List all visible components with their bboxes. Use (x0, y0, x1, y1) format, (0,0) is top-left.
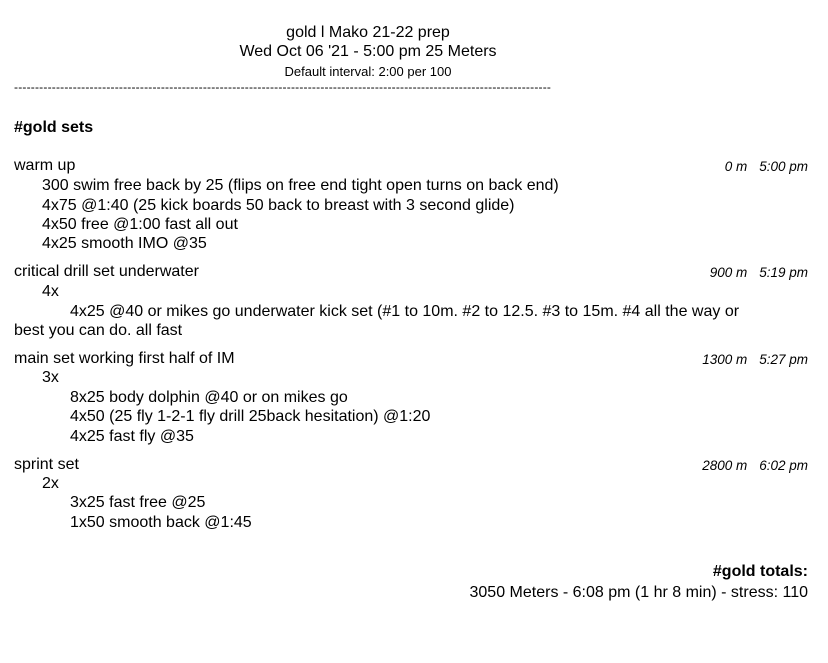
set-line: 4x25 smooth IMO @35 (42, 235, 207, 252)
set-repeat: 3x (42, 369, 59, 386)
set-meta (710, 265, 808, 280)
set-line: 1x50 smooth back @1:45 (70, 514, 252, 531)
set-line: best you can do. all fast (14, 322, 183, 339)
set-line: 8x25 body dolphin @40 or on mikes go (70, 389, 348, 406)
set-line: 4x75 @1:40 (25 kick boards 50 back to breast with 3 second glide) (42, 197, 515, 214)
interval-line: Default interval: 2:00 per 100 (284, 64, 452, 79)
set-time: 5:19 pm (759, 265, 808, 280)
workout-title: gold l Mako 21-22 prep (286, 24, 450, 41)
set-distance: 0 m (724, 159, 748, 174)
set-time: 6:02 pm (759, 458, 808, 473)
set-meta (725, 159, 808, 174)
date-line: Wed Oct 06 '21 - 5:00 pm 25 Meters (239, 43, 497, 60)
set-meta (702, 458, 808, 473)
set-line: 3x25 fast free @25 (70, 494, 206, 511)
set-time: 5:27 pm (759, 352, 808, 367)
totals-summary: 3050 Meters - 6:08 pm (1 hr 8 min) - stress: 110 (469, 584, 808, 601)
set-title: main set working first half of IM (14, 350, 235, 367)
set-line: 4x50 (25 fly 1-2-1 fly drill 25back hesitation) @1:20 (70, 408, 431, 425)
set-title: warm up (14, 157, 76, 174)
set-distance: 1300 m (702, 352, 748, 367)
set-title: sprint set (14, 456, 79, 473)
divider: -------------------------------------------------------------------------------------------------------------------------------- (14, 80, 552, 94)
set-line: 4x25 fast fly @35 (70, 428, 194, 445)
set-meta (702, 352, 808, 367)
set-line: 4x50 free @1:00 fast all out (42, 216, 238, 233)
section-heading: #gold sets (14, 119, 94, 136)
set-time: 5:00 pm (759, 159, 808, 174)
set-line: 4x25 @40 or mikes go underwater kick set (#1 to 10m. #2 to 12.5. #3 to 15m. #4 all the way or (70, 303, 740, 320)
set-distance: 2800 m (702, 458, 748, 473)
set-repeat: 4x (42, 283, 59, 300)
set-line: 300 swim free back by 25 (flips on free end tight open turns on back end) (42, 177, 559, 194)
set-repeat: 2x (42, 475, 59, 492)
totals-heading: #gold totals: (712, 563, 808, 580)
set-title: critical drill set underwater (14, 263, 199, 280)
set-distance: 900 m (709, 265, 748, 280)
